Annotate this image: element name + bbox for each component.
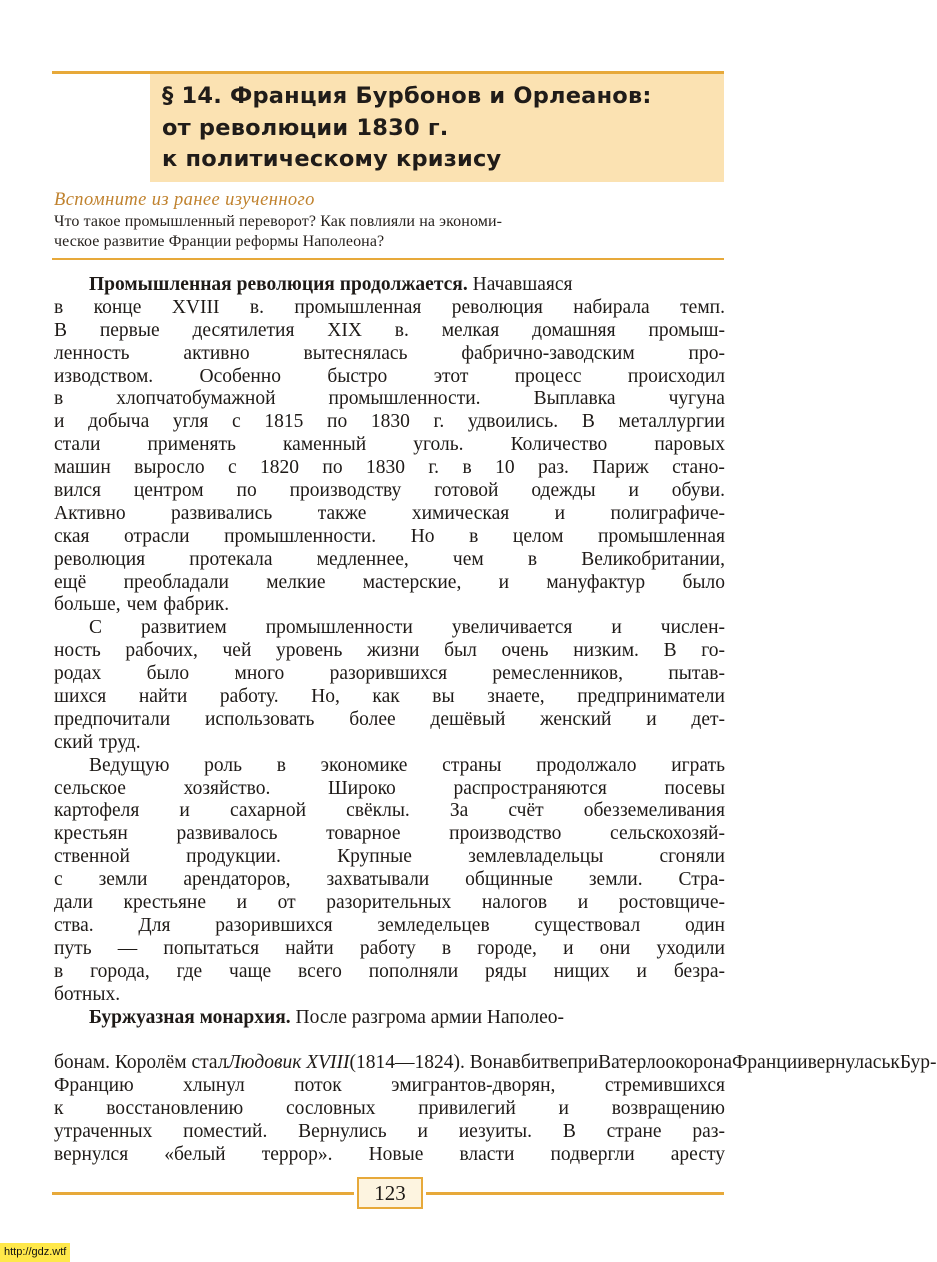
body-line: больше, чем фабрик. [54,594,230,616]
heading-line: от революции 1830 г. [162,114,449,141]
body-line [54,1029,725,1052]
text-fragment: бонам. Королём стал [54,1052,228,1074]
paragraph-2 [54,617,725,754]
body-line: вился центром по производству готовой одежды и обуви. [54,480,725,502]
body-line: машин выросло с 1820 по 1830 г. в 10 раз. Париж стано- [54,457,725,479]
body-line: предпочитали использовать более дешёвый женский и дет- [54,708,725,730]
body-line: и добыча угля с 1815 по 1830 г. удвоились. В металлургии [54,411,725,433]
body-line: вернулся «белый террор». Новые власти подвергли аресту [54,1143,725,1165]
body-line: Францию хлынул поток эмигрантов-дворян, стремившихся [54,1075,725,1097]
paragraph-heading: Промышленная революция продолжается. [89,274,468,295]
paragraph-4 [54,1075,725,1167]
body-line: ленность активно вытеснялась фабрично-заводским про- [54,342,725,364]
heading-line: § 14. Франция Бурбонов и Орлеанов: [162,83,652,109]
body-line: революция протекала медленнее, чем в Великобритании, [54,548,725,570]
recall-questions [54,212,724,252]
body-line: стали применять каменный уголь. Количество паровых [54,434,725,456]
body-line: шихся найти работу. Но, как вы знаете, предприниматели [54,686,725,708]
text-fragment: (1814—1824). Во [349,1052,493,1074]
body-line: картофеля и сахарной свёклы. За счёт обезземеливания [54,800,725,822]
recall-title: Вспомните из ранее изученного [54,190,315,210]
text-fragment: После разгрома армии Наполео- [295,1006,564,1028]
heading-line: к политическому кризису [162,146,502,172]
body-line: ность рабочих, чей уровень жизни был очень низким. В го- [54,640,725,662]
body-line: ская отрасли промышленности. Но в целом промышленная [54,525,725,547]
body-line: в города, где чаще всего пополняли ряды нищих и безра- [54,960,725,982]
paragraph-heading: Буржуазная монархия. [89,1006,291,1028]
body-line: в хлопчатобумажной промышленности. Выплавка чугуна [54,388,725,410]
page-number: 123 [357,1177,423,1209]
body-line: бонам. Королём стал Людовик XVIII (1814—1824). Во на в битве при Ватерлоо корона Франции вернулась к Бур- [54,1052,937,1074]
person-name: Людовик XVIII [227,1052,350,1074]
body-line: к восстановлению сословных привилегий и возвращению [54,1098,725,1120]
body-line [54,274,725,297]
footer-divider-left [52,1192,354,1195]
watermark: http://gdz.wtf [0,1243,70,1262]
body-line: путь — попытаться найти работу в городе, и они уходили [54,937,725,959]
body-line: Активно развивались также химическая и полиграфиче- [54,502,725,524]
section-heading [162,81,722,176]
paragraph-3 [54,755,725,1007]
body-line: изводством. Особенно быстро этот процесс происходил [54,365,725,387]
recall-divider [52,258,724,260]
body-line: сельское хозяйство. Широко распространяются посевы [54,777,725,799]
body-line: крестьян развивалось товарное производство сельскохозяй- [54,823,725,845]
body-line: ботных. [54,983,121,1005]
body-line: дали крестьяне и от разорительных налогов и ростовщиче- [54,892,725,914]
body-line: в конце XVIII в. промышленная революция набирала темп. [54,296,725,318]
body-line: Ведущую роль в экономике страны продолжало играть [89,754,725,776]
main-text [54,274,937,1167]
body-line: ещё преобладали мелкие мастерские, и мануфактур было [54,571,725,593]
body-line: родах было много разорившихся ремесленников, пытав- [54,663,725,685]
body-line: ства. Для разорившихся земледельцев существовал один [54,914,725,936]
body-line [54,1007,725,1030]
recall-line: ческое развитие Франции реформы Наполеона? [54,233,385,250]
body-line: С развитием промышленности увеличивается и числен- [89,617,725,639]
body-line: с земли арендаторов, захватывали общинные земли. Стра- [54,869,725,891]
recall-line: Что такое промышленный переворот? Как повлияли на экономи- [54,213,503,230]
body-line: ственной продукции. Крупные землевладельцы сгоняли [54,846,725,868]
body-line: утраченных поместий. Вернулись и иезуиты. В стране раз- [54,1120,725,1142]
footer-divider-right [426,1192,724,1195]
paragraph-1 [54,297,725,617]
body-line: В первые десятилетия XIX в. мелкая домашняя промыш- [54,319,725,341]
body-line: ский труд. [54,731,141,753]
text-fragment: Начавшаяся [472,274,573,295]
